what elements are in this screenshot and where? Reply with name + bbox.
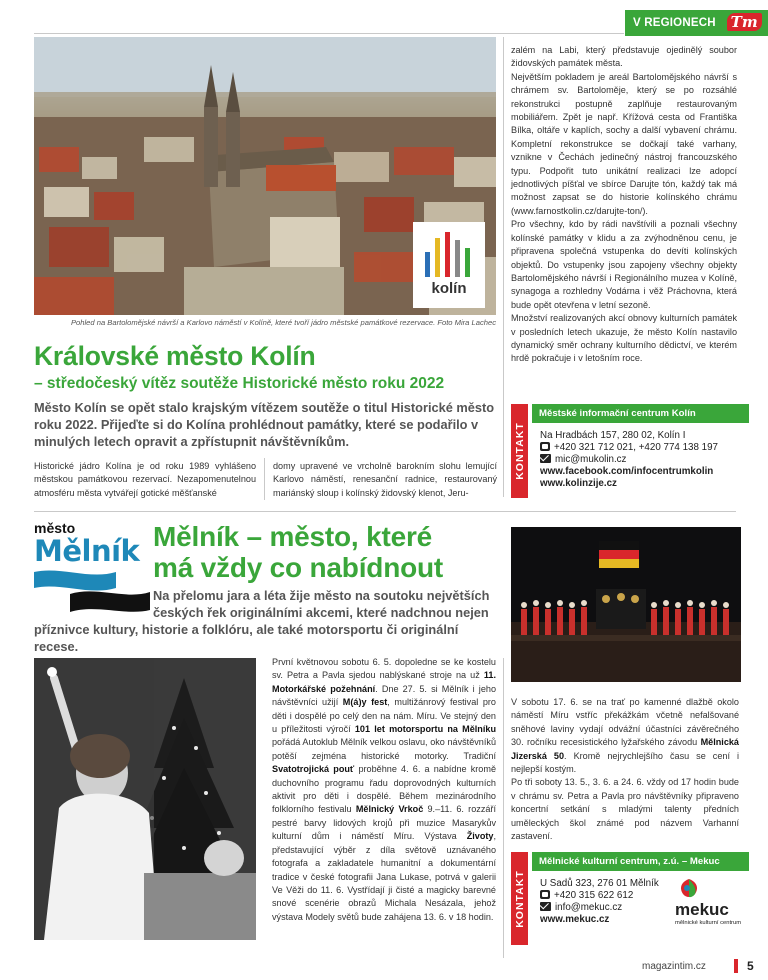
footer-accent-bar bbox=[734, 959, 738, 973]
contact-email[interactable]: info@mekuc.cz bbox=[555, 902, 623, 913]
melnik-title bbox=[153, 521, 513, 583]
kolin-column-1: Historické jádro Kolína je od roku 1989 vyhlášeno městskou památkovou rezervací. Nezapomenutelnou atmosféru města vytvářejí gotické měšťanské bbox=[34, 461, 256, 498]
column-divider bbox=[264, 458, 265, 500]
melnik-paragraph bbox=[511, 696, 739, 776]
mail-icon bbox=[540, 902, 551, 911]
contact-phone-row bbox=[540, 442, 749, 454]
contact-side-label bbox=[511, 404, 528, 498]
melnik-title-line: Mělník – město, které bbox=[153, 521, 433, 552]
melnik-lead bbox=[34, 587, 504, 655]
melnik-title-line: má vždy co nabídnout bbox=[153, 552, 444, 583]
contact-heading: Městské informační centrum Kolín bbox=[532, 404, 749, 423]
text-run: proběhne 4. 6. a nabídne kromě duchovního programu řadu doprovodných kulturních aktivit pro děti i dospělé. Během mezinárodního folklorního festivalu bbox=[272, 764, 496, 815]
text-run: pořádá Autoklub Mělník velkou oslavu, oko návštěvníků potěší zejména historické motorky. Tradiční bbox=[272, 737, 496, 761]
melnik-paragraph bbox=[272, 656, 496, 924]
column-divider bbox=[503, 658, 504, 958]
melnik-logo-text: Mělník bbox=[34, 534, 140, 568]
contact-address: U Sadů 323, 276 01 Mělník bbox=[540, 878, 659, 889]
mekuc-contact-box bbox=[511, 852, 749, 945]
text-run: 9.–11. 6. rozzáří pestré barvy lidových krojů při muzice Masarykův kulturní dům i náměstí Míru. Výstava bbox=[272, 804, 496, 842]
region-tag bbox=[625, 10, 768, 36]
contact-phone: +420 321 712 021, +420 774 138 197 bbox=[554, 442, 718, 453]
kolin-title: Královské město Kolín bbox=[34, 341, 316, 371]
concert-photo bbox=[511, 527, 741, 682]
tm-logo: Tm bbox=[727, 13, 762, 31]
text-run: . Dne 27. 5. si Mělník i jeho návštěvníci užijí bbox=[272, 683, 496, 708]
contact-email-row bbox=[540, 454, 749, 466]
phone-icon bbox=[540, 442, 550, 451]
section-divider bbox=[34, 511, 736, 512]
kolin-paragraph: zalém na Labi, který představuje ojedinělý soubor židovských památek města. bbox=[511, 45, 737, 69]
header-rule bbox=[34, 33, 624, 34]
melnik-lead-rest: příznivce kultury, historie a folklóru, ale také motorsportu či originální recese. bbox=[34, 622, 459, 654]
contact-lines bbox=[540, 430, 749, 490]
mekuc-drop-icon bbox=[677, 878, 701, 900]
event-name: Mělnická Jizerská 50 bbox=[511, 737, 739, 761]
kolin-paragraph: Množství realizovaných akcí obnovy kulturních památek v posledních letech ukazuje, že město Kolín nastavilo dynamický směr ochrany kulturního dědictví, ve kterém hrdě pokračuje i v letošním roce. bbox=[511, 313, 737, 364]
kolin-paragraph: Největším pokladem je areál Bartolomějského návrší s chrámem sv. Bartoloměje, který se po rozsáhlé rekonstrukci postupně zaplňuje restaurovaným mobiliářem. Zpět je např. Křížová cesta od Františka Bílka, oltáře v kaplích, sochy a další vybavení chrámu. Kompletní rekonstrukce se dočkají také varhany, vznikne v Čechách jedinečný nástroj francouzského typu. Podpořit tuto unikátní realizaci lze adopcí jednotlivých píšťal ve sbírce Darujte tón, každý tak má možnost zapsat se do historie kolínského chrámu (www.farnostkolin.cz/darujte-ton/). bbox=[511, 71, 737, 216]
text-run: , multižánrový festival pro děti i dospělé po celý den na nám. Míru. Ve stejný den u příležitosti výročí bbox=[272, 697, 496, 735]
text-run: V sobotu 17. 6. se na trať po kamenné dlažbě okolo náměstí Míru vstříc překážkám včetně nefalšované sněhové laviny vydají odvážní účastníci závěrečného 30. ročníku recesistického lyžařského závodu bbox=[511, 697, 739, 748]
region-label: V REGIONECH bbox=[633, 17, 716, 29]
contact-heading: Mělnické kulturní centrum, z.ú. – Mekuc bbox=[532, 852, 749, 871]
kolin-subtitle: – středočeský vítěz soutěže Historické město roku 2022 bbox=[34, 375, 445, 392]
melnik-column-1 bbox=[272, 656, 496, 924]
contact-web-link[interactable]: www.mekuc.cz bbox=[540, 914, 610, 925]
melnik-paragraph: Po tři soboty 13. 5., 3. 6. a 24. 6. vždy od 17 hodin bude v chrámu sv. Petra a Pavla pro návštěvníky připraveno koncertní setkání s mladými talenty předních uměleckých škol známé pod názvem Varhanní zastavení. bbox=[511, 777, 739, 842]
contact-phone: +420 315 622 612 bbox=[554, 890, 634, 901]
melnik-lead-line: Na přelomu jara a léta žije město na soutoku největších bbox=[153, 588, 490, 603]
kolin-lead: Město Kolín se opět stalo krajským vítězem soutěže o titul Historické město roku 2022. Přijeďte si do Kolína prohlédnout památky, které se podařilo v minulých letech opravit a zpřístupnit návštěvníkům. bbox=[34, 400, 495, 449]
kolin-contact-box bbox=[511, 404, 749, 498]
column-divider bbox=[503, 37, 504, 497]
kolin-column-3 bbox=[511, 44, 737, 366]
event-name: Životy bbox=[466, 831, 494, 842]
kolin-badge-text: kolín bbox=[431, 280, 467, 297]
kolin-logo-badge bbox=[413, 222, 485, 308]
kolin-paragraph: Pro všechny, kdo by rádi navštívili a poznali všechny kolínské památky v klidu a za zvýhodněnou cenu, je připravena společná vstupenka do devíti kolínských objektů. Do vstupenky jsou zapojeny všechny objekty Bartolomějského návrší i Regionálního muzea v Kolíně, synagoga a rozhledny Vodárna i věž Práchovna, která bude opět otevřena v letní sezoně. bbox=[511, 219, 737, 310]
contact-web-link[interactable]: www.facebook.com/infocentrumkolin bbox=[540, 466, 714, 477]
text-run: . Kromě nejrychlejšího času se cení i nejlepší kostým. bbox=[511, 750, 740, 775]
kolin-column-2: domy upravené ve vrcholně barokním slohu lemující Karlovo náměstí, renesanční radnice, restaurovaný mariánský sloup i kolínský židovský klenot, Jeru- bbox=[273, 461, 497, 498]
event-name: Mělnický Vrkoč bbox=[355, 804, 424, 815]
contact-address: Na Hradbách 157, 280 02, Kolín I bbox=[540, 430, 686, 441]
contact-side-label bbox=[511, 852, 528, 945]
melnik-lead-line: českých řek originálními akcemi, které nadchnou nejen bbox=[153, 605, 489, 620]
mekuc-logo bbox=[675, 878, 745, 938]
melnik-logo-small-text: město bbox=[34, 520, 76, 536]
page-number: 5 bbox=[747, 959, 754, 973]
contact-web-link[interactable]: www.kolinzije.cz bbox=[540, 478, 617, 489]
event-name: 101 let motorsportu na Mělníku bbox=[354, 724, 496, 735]
event-name: 11. Motorkářské požehnání bbox=[272, 670, 496, 694]
girl-illustration bbox=[34, 658, 256, 940]
concert-illustration bbox=[511, 527, 741, 682]
christmas-girl-photo bbox=[34, 658, 256, 940]
photo-caption: Pohled na Bartolomějské návrší a Karlovo náměstí v Kolíně, které tvoří jádro městské památkové rezervace. Foto Mira Lachec bbox=[70, 318, 496, 327]
mekuc-logo-word: mekuc bbox=[675, 900, 729, 919]
footer-site[interactable]: magazintim.cz bbox=[642, 961, 706, 972]
mail-icon bbox=[540, 454, 551, 463]
phone-icon bbox=[540, 890, 550, 899]
kolin-bars-icon bbox=[413, 222, 485, 282]
event-name: Svatotrojická pouť bbox=[272, 764, 355, 775]
mekuc-logo-subtitle: mělnické kulturní centrum bbox=[675, 920, 742, 926]
contact-side-text: KONTAKT bbox=[513, 869, 526, 928]
event-name: M(á)y fest bbox=[342, 697, 388, 708]
contact-email[interactable]: mic@mukolin.cz bbox=[555, 454, 627, 465]
melnik-column-2 bbox=[511, 696, 739, 843]
contact-side-text: KONTAKT bbox=[513, 422, 526, 480]
text-run: , představující výběr z díla světově uznávaného fotografa a zakladatele humanitní a dokumentární tradice v české fotografii Jana Lukase, potrvá v galerii Ve Věži do 11. 6. Vystřídají ji čisté a magicky barevné snové scenérie obrazů Michala Nesázala, jehož výstava Modely světů bude zahájena 13. 6. v 18 hodin. bbox=[272, 831, 496, 922]
text-run: První květnovou sobotu 6. 5. dopoledne se ke kostelu sv. Petra a Pavla sjedou nablýskané stroje na už bbox=[272, 657, 496, 681]
